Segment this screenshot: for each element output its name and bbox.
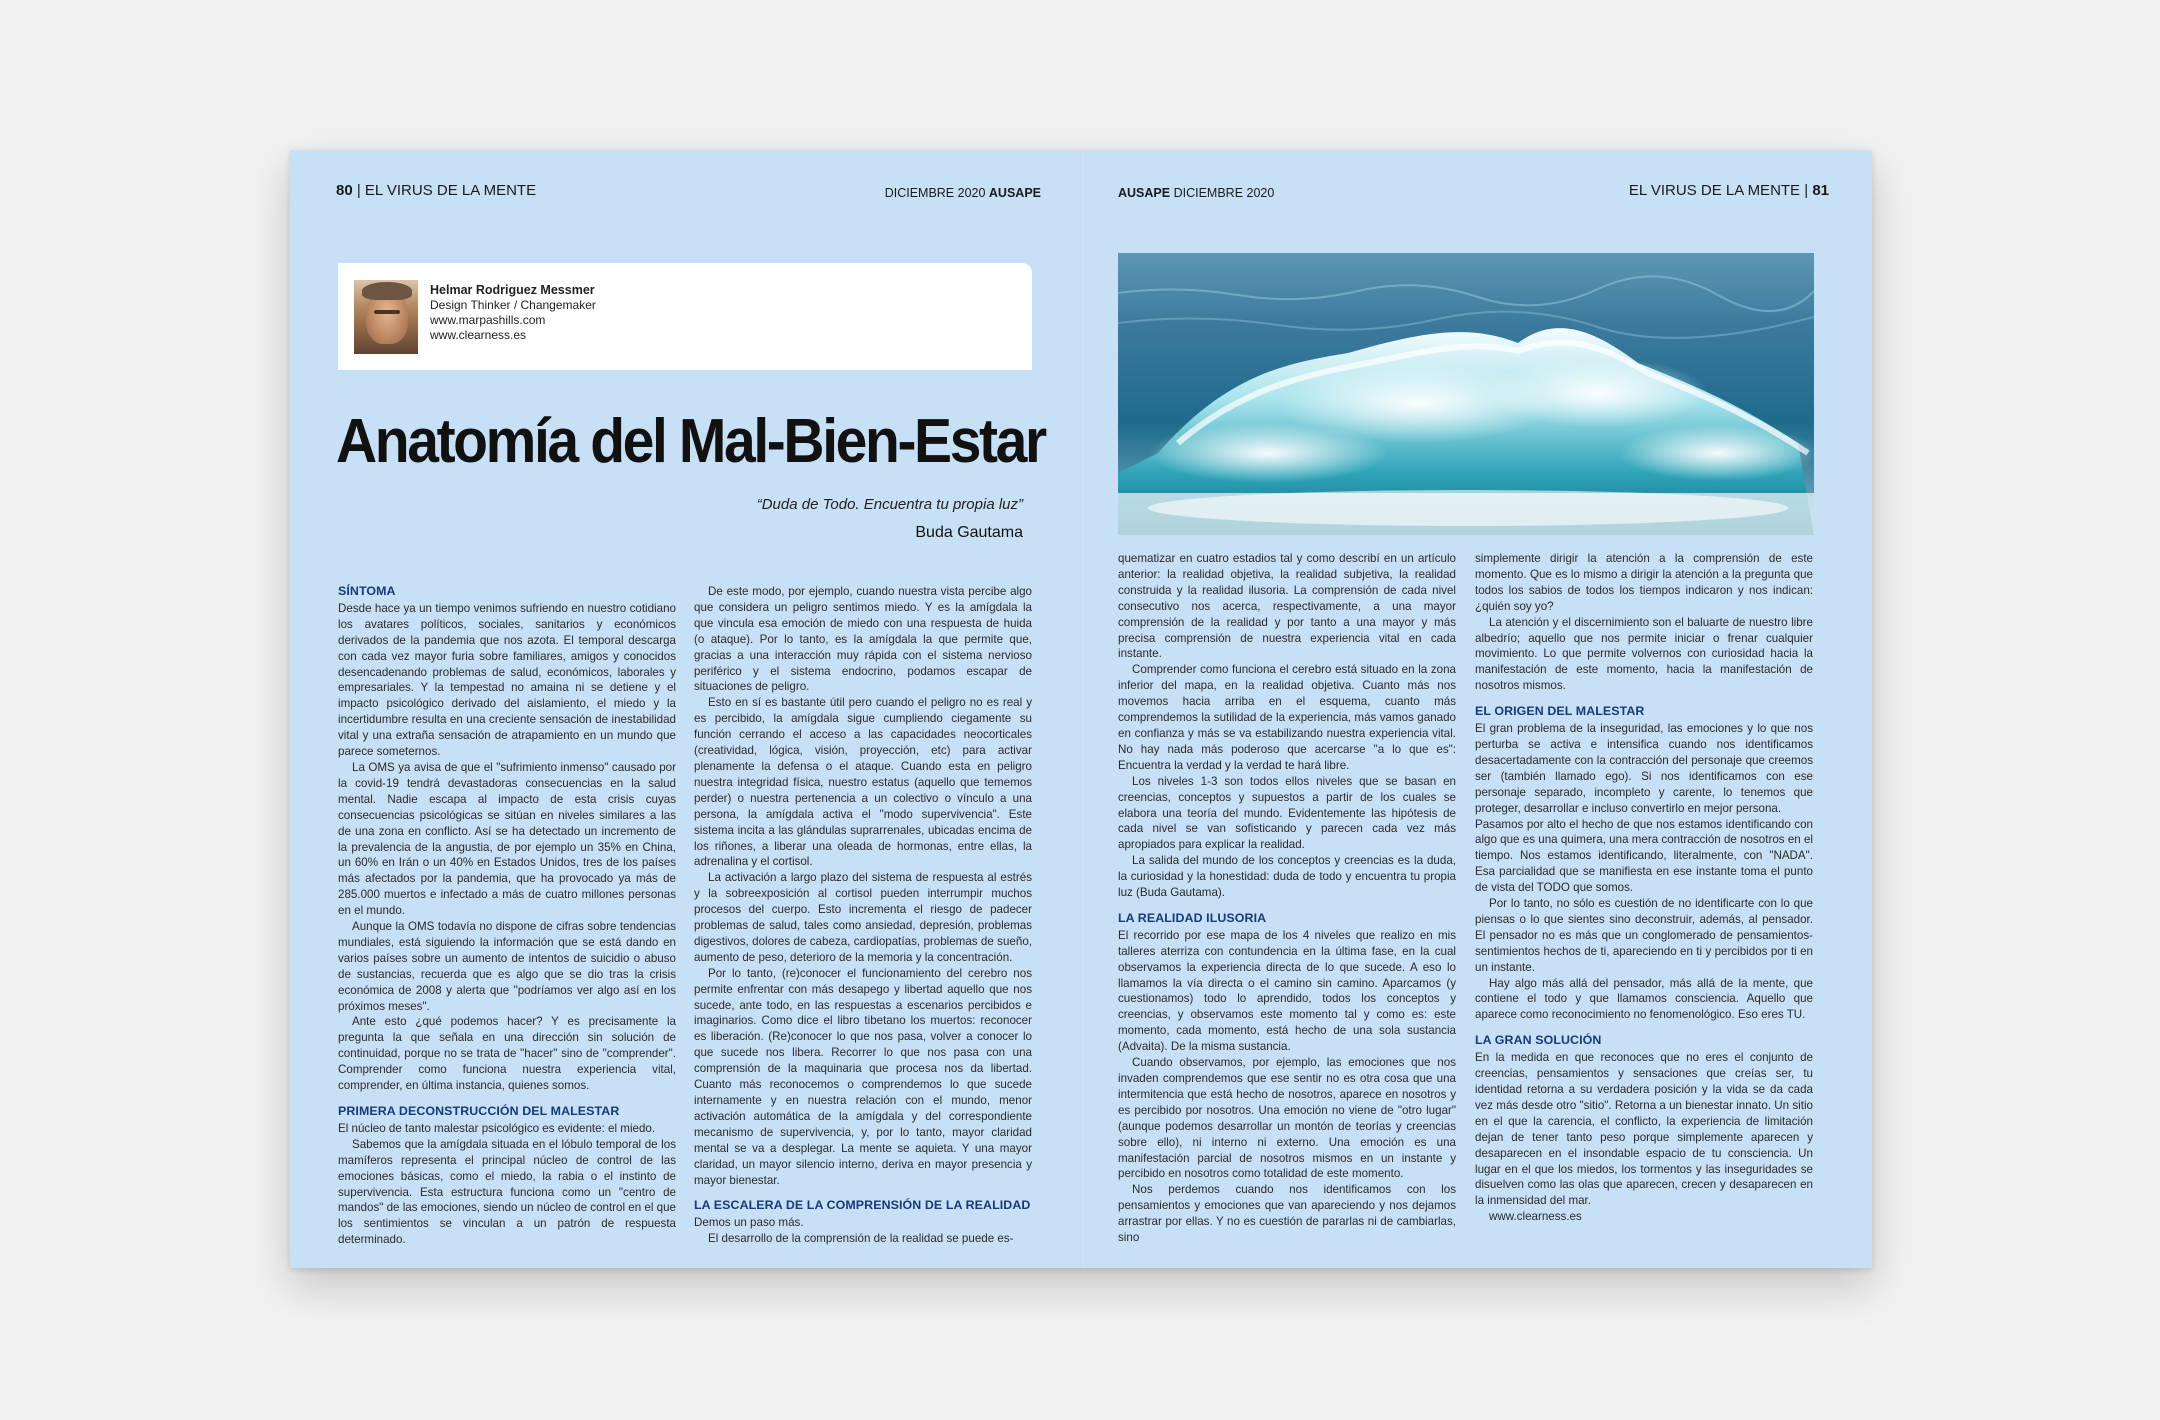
section-heading: PRIMERA DECONSTRUCCIÓN DEL MALESTAR xyxy=(338,1104,620,1118)
paragraph: Cuando observamos, por ejemplo, las emociones que nos invaden comprendemos que ese sentir no es otra cosa que una intermitencia que está hecho de nosotros, aparece en nosotros y es percibido por nosotros. Una emoción no viene de "otro lugar" (aunque podemos desarrollar un montón de teorías y creencias sobre ello), ni interno ni externo. Una emoción es una manifestación parcial de nosotros mismos en un instante y percibido en nosotros como totalidad de este momento. xyxy=(1118,1056,1456,1181)
author-name: Helmar Rodriguez Messmer xyxy=(430,283,595,297)
paragraph: El núcleo de tanto malestar psicológico es evidente: el miedo. xyxy=(338,1121,656,1135)
paragraph: Comprender como funciona el cerebro está situado en la zona inferior del mapa, en la realidad objetiva. Cuanto más nos movemos hacia arriba en el esquema, cuanto más comprendemos la sutilidad de la experiencia, más vamos ganado en confianza y más se va estabilizando nuestra experiencia vital. No hay nada más poderoso que acercarse "a lo que es": Encuentra la verdad y la verdad te hará libre. xyxy=(1118,663,1456,772)
left-header-folio xyxy=(336,182,536,199)
paragraph: Aunque la OMS todavía no dispone de cifras sobre tendencias mundiales, está siguiendo la información que se está dando en varios países sobre un aumento de intentos de suicidio o abuso de sustancias, recuerda que es algo que se dio tras la crisis económica de 2008 y alerta que "podríamos ver algo así en los próximos meses". xyxy=(338,920,676,1013)
epigraph-author: Buda Gautama xyxy=(915,524,1023,541)
left-column-2 xyxy=(694,584,1032,1247)
paragraph: Ante esto ¿qué podemos hacer? Y es precisamente la pregunta la que señala en una dirección sin solución de continuidad, porque no se trata de "hacer" sino de "comprender". Comprender como funciona nuestra experiencia vital, comprender, en última instancia, quienes somos. xyxy=(338,1015,676,1093)
header-separator: | xyxy=(352,182,365,199)
paragraph: Hay algo más allá del pensador, más allá de la mente, que contiene el todo y que llamamos consciencia. Aquello que aparece como reconocimiento no fenomenológico. Eso eres TU. xyxy=(1475,976,1813,1022)
author-box xyxy=(338,263,1032,370)
author-website-2: www.clearness.es xyxy=(430,328,527,342)
section-heading: LA REALIDAD ILUSORIA xyxy=(1118,910,1267,925)
paragraph: La OMS ya avisa de que el "sufrimiento inmenso" causado por la covid-19 tendrá devastadoras consecuencias en la salud mental. Nadie escapa al impacto de esta crisis cuyas consecuencias psicológicas se sitúan en niveles similares a las de una zona en conflicto. Así se ha detectado un incremento de la prevalencia de la angustia, de por ejemplo un 35% en China, un 60% en Irán o un 40% en Estados Unidos, tres de los países más afectados por la pandemia, que ha provocado ya más de 285.000 muertos e infectado a más de cuatro millones personas en el mundo. xyxy=(338,760,676,918)
section-heading: SÍNTOMA xyxy=(338,584,396,598)
footer-website: www.clearness.es xyxy=(1489,1210,1582,1224)
paragraph: La salida del mundo de los conceptos y creencias es la duda, la curiosidad y la honestidad: duda de todo y encuentra tu propia luz (Buda Gautama). xyxy=(1118,854,1456,900)
author-photo xyxy=(354,280,418,354)
magazine-name: AUSAPE xyxy=(988,186,1041,200)
right-column-2 xyxy=(1475,551,1813,1225)
author-website-1: www.marpashills.com xyxy=(430,313,546,327)
section-name: EL VIRUS DE LA MENTE xyxy=(1628,182,1801,199)
paragraph: Demos un paso más. xyxy=(694,1216,804,1230)
paragraph: Pasamos por alto el hecho de que nos estamos identificando con algo que es una quimera, una mera contracción de nosotros en el tiempo. Nos estamos identificando, literalmente, con "NADA". Esa parcialidad que se manifiesta en ese instante toma el punto de vista del TODO que somos. xyxy=(1475,817,1813,895)
left-column-1 xyxy=(338,584,676,1248)
section-name: EL VIRUS DE LA MENTE xyxy=(364,182,537,199)
paragraph: La activación a largo plazo del sistema de respuesta al estrés y la sobreexposición al cortisol pueden interrumpir muchos procesos del cuerpo. Esto incrementa el riesgo de padecer problemas de salud, tales como ansiedad, depresión, problemas digestivos, dolores de cabeza, cardiopatías, problemas de sueño, aumento de peso, deterioro de la memoria y la concentración. xyxy=(694,871,1032,964)
page-number: 81 xyxy=(1812,182,1829,199)
issue-date: DICIEMBRE 2020 xyxy=(1173,186,1275,200)
section-heading: LA GRAN SOLUCIÓN xyxy=(1475,1033,1602,1048)
right-header-folio xyxy=(1629,182,1829,199)
article-title: Anatomía del Mal-Bien-Estar xyxy=(336,407,1045,476)
magazine-spread xyxy=(290,150,1872,1268)
paragraph: simplemente dirigir la atención a la comprensión de este momento. Que es lo mismo a dirigir la atención a la pregunta que todos los sabios de todos los tiempos indicaron y nos indican: ¿quién soy yo? xyxy=(1475,552,1813,613)
right-column-1 xyxy=(1118,551,1456,1246)
paragraph: Nos perdemos cuando nos identificamos con los pensamientos y emociones que van apareciendo y nos dejamos arrastrar por ellas. Y no es cuestión de pararlas ni de cambiarlas, sino xyxy=(1118,1183,1456,1245)
paragraph: La atención y el discernimiento son el baluarte de nuestro libre albedrío; aquello que nos permite iniciar o frenar cualquier movimiento. Lo que permite volvernos con curiosidad hacia la manifestación de este momento, hacia la manifestación de nosotros mismos. xyxy=(1475,615,1813,693)
section-heading: LA ESCALERA DE LA COMPRENSIÓN DE LA REALIDAD xyxy=(694,1198,1031,1213)
right-page xyxy=(1083,150,1872,1268)
paragraph: El gran problema de la inseguridad, las emociones y lo que nos perturba se activa e intensifica cuando nos identificamos desacertadamente con la contracción del personaje que creemos ser (también llamado ego). Si nos identificamos con ese personaje separado, incompleto y carente, lo tenemos que proteger, desarrollar e incluso convertirlo en mejor persona. xyxy=(1475,722,1813,815)
paragraph: El desarrollo de la comprensión de la realidad se puede es- xyxy=(708,1232,1014,1246)
paragraph: Por lo tanto, (re)conocer el funcionamiento del cerebro nos permite enfrentar con más desapego y libertad aquello que nos sucede, ante todo, en las respuestas a escenarios percibidos e imaginarios. Como dice el libro tibetano los muertos: reconocer es liberación. (Re)conocer lo que nos pasa, volver a conocer lo que sucede nos libera. Recorrer lo que nos pasa con una comprensión de la maquinaria que procesa nos da libertad. Cuanto más reconocemos o comprendemos lo que sucede internamente y en nuestra relación con el mundo, menor activación automática de la amígdala y del correspondiente mecanismo de supervivencia, y, por lo tanto, mayor claridad mental se va a desplegar. La mente se aquieta. Y una mayor claridad, un mayor silencio interno, deriva en mayor presencia y mayor bienestar. xyxy=(694,966,1032,1187)
paragraph: quematizar en cuatro estadios tal y como describí en un artículo anterior: la realidad objetiva, la realidad subjetiva, la realidad construida y la realidad ilusoria. La comprensión de cada nivel consecutivo nos acerca, respectivamente, a una mayor comprensión de la realidad y por tanto a una mayor y más precisa comprensión de nuestra experiencia vital en cada instante. xyxy=(1118,552,1456,661)
paragraph: El recorrido por ese mapa de los 4 niveles que realizo en mis talleres aterriza con contundencia en la última fase, en la cual observamos la experiencia directa de lo que sucede. A eso lo llamamos la vía directa o el camino sin camino. Aparcamos (y cuestionamos) todo lo aprendido, todos los conceptos y creencias, y observamos este momento tal y como es: este momento, cada momento, está hecho de una sola sustancia (Advaita). De la misma sustancia. xyxy=(1118,928,1456,1054)
paragraph: Desde hace ya un tiempo venimos sufriendo en nuestro cotidiano los avatares políticos, sociales, sanitarios y económicos derivados de la pandemia que nos azota. El temporal descarga con cada vez mayor furia sobre familiares, amigos y conocidos desencadenando problemas de salud, económicos, laborales y empresariales. Y la tempestad no amaina ni se detiene y el impacto psicológico derivado del aislamiento, el miedo y la incertidumbre resulta en una creciente sensación de inestabilidad vital y una extraña sensación de atrapamiento en un mundo que parece someternos. xyxy=(338,601,676,759)
section-heading: EL ORIGEN DEL MALESTAR xyxy=(1475,704,1645,719)
author-info xyxy=(430,283,596,343)
author-role: Design Thinker / Changemaker xyxy=(430,298,596,312)
paragraph: Los niveles 1-3 son todos ellos niveles que se basan en creencias, conceptos y supuestos a partir de los cuales se elabora una teoría del mundo. Evidentemente las hipótesis de cada nivel se van sofisticando y parecen cada vez más apropiados para explicar la realidad. xyxy=(1118,774,1456,852)
epigraph-quote: “Duda de Todo. Encuentra tu propia luz” xyxy=(756,496,1023,513)
paragraph: Sabemos que la amígdala situada en el lóbulo temporal de los mamíferos representa el principal núcleo de control de las emociones básicas, como el miedo, la rabia o el instinto de supervivencia. Esta estructura funciona como un "centro de mandos" de las emociones, siendo un núcleo de control en el que los sentimientos se vinculan a un patrón de respuesta determinado. xyxy=(338,1137,676,1247)
right-header-issue xyxy=(1118,186,1274,200)
left-header-issue xyxy=(885,186,1041,200)
header-separator: | xyxy=(1800,182,1813,199)
paragraph: En la medida en que reconoces que no eres el conjunto de creencias, pensamientos y sensaciones que creías ser, tu identidad retorna a su verdadera posición y la vida se da cada vez más desde otro "sitio". Retorna a un bienestar innato. Un sitio en el que la carencia, el conflicto, la experiencia de limitación dejan de tener tanto peso porque simplemente aparecen y desaparecen en el insondable espacio de tu consciencia. Un lugar en el que los miedos, los tormentos y las inseguridades se disuelven como las olas que aparecen, crecen y desaparecen en la inmensidad del mar. xyxy=(1475,1051,1813,1208)
magazine-name: AUSAPE xyxy=(1118,186,1171,200)
paragraph: Esto en sí es bastante útil pero cuando el peligro no es real y es percibido, la amígdala sigue cumpliendo ciegamente su función cerrando el acceso a las capacidades neocorticales (creatividad, lógica, visión, proyección, etc) para activar plenamente la defensa o el ataque. Cuando esta en peligro nuestra integridad física, nuestro estatus (aquello que tememos perder) o nuestra pertenencia a un colectivo o vínculo a una persona, la amígdala activa el "modo supervivencia". Este sistema incita a las glándulas suprarrenales, ubicadas encima de los riñones, a liberar una oleada de hormonas, entre ellas, la adrenalina y el cortisol. xyxy=(694,696,1032,869)
ocean-wave-photo xyxy=(1118,253,1814,535)
paragraph: De este modo, por ejemplo, cuando nuestra vista percibe algo que considera un peligro sentimos miedo. Y es la amígdala la que vincula esa emoción de miedo con una respuesta de huida (o ataque). Por lo tanto, es la amígdala la que permite que, gracias a una interacción muy rápida con el sistema nervioso periférico y el sistema endocrino, podamos escapar de situaciones de peligro. xyxy=(694,585,1032,694)
left-page xyxy=(290,150,1081,1268)
page-number: 80 xyxy=(336,182,353,199)
paragraph: Por lo tanto, no sólo es cuestión de no identificarte con lo que piensas o lo que sientes sino deconstruir, además, al pensador. El pensador no es más que un conglomerado de pensamientos-sentimientos hechos de ti, apareciendo en ti y percibidos por ti en un instante. xyxy=(1475,897,1813,974)
issue-date: DICIEMBRE 2020 xyxy=(884,186,986,200)
